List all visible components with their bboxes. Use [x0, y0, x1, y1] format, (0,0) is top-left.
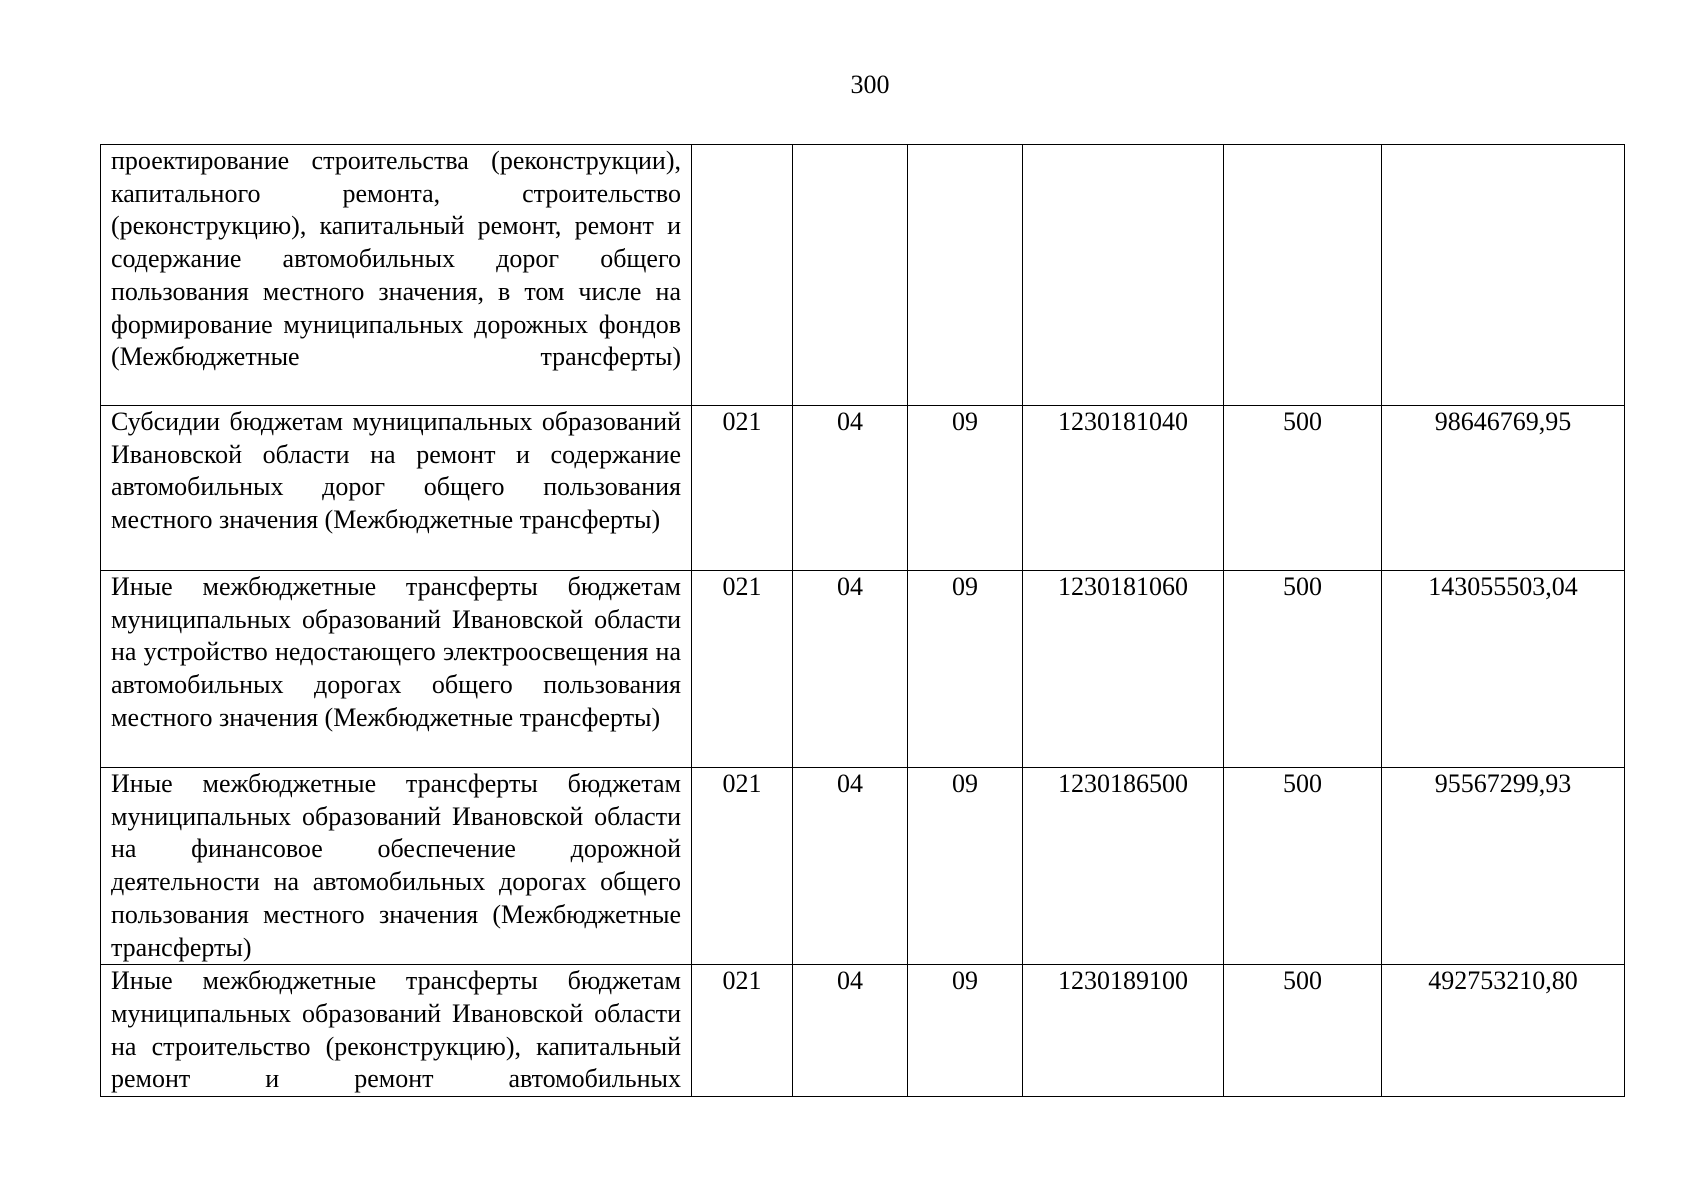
row-description: Иные межбюджетные трансферты бюджетам муниципальных образований Ивановской области на финансовое обеспечение дорожной деятельности на автомобильных дорогах общего пользования местного значения (Межбюджетные трансферты) [101, 768, 692, 965]
target-code: 1230181060 [1023, 571, 1224, 768]
subsection-code: 09 [908, 571, 1023, 768]
admin-code: 021 [692, 571, 793, 768]
section-code [793, 145, 908, 406]
row-description: Иные межбюджетные трансферты бюджетам муниципальных образований Ивановской области на устройство недостающего электроосвещения на автомобильных дорогах общего пользования местного значения (Межбюджетные трансферты) [101, 571, 692, 768]
amount [1382, 145, 1625, 406]
subsection-code: 09 [908, 965, 1023, 1097]
expense-type-code: 500 [1224, 965, 1382, 1097]
subsection-code: 09 [908, 768, 1023, 965]
target-code: 1230189100 [1023, 965, 1224, 1097]
expense-type-code [1224, 145, 1382, 406]
table-row [101, 145, 1625, 406]
row-description: Иные межбюджетные трансферты бюджетам муниципальных образований Ивановской области на строительство (реконструкцию), капитальный ремонт и ремонт автомобильных [101, 965, 692, 1097]
section-code: 04 [793, 406, 908, 571]
table-row [101, 768, 1625, 965]
amount: 95567299,93 [1382, 768, 1625, 965]
subsection-code: 09 [908, 406, 1023, 571]
admin-code: 021 [692, 768, 793, 965]
table-row [101, 406, 1625, 571]
table-row [101, 965, 1625, 1097]
section-code: 04 [793, 571, 908, 768]
row-description: Субсидии бюджетам муниципальных образований Ивановской области на ремонт и содержание автомобильных дорог общего пользования местного значения (Межбюджетные трансферты) [101, 406, 692, 571]
section-code: 04 [793, 965, 908, 1097]
expense-type-code: 500 [1224, 768, 1382, 965]
target-code: 1230181040 [1023, 406, 1224, 571]
target-code: 1230186500 [1023, 768, 1224, 965]
page-number: 300 [850, 70, 890, 99]
admin-code: 021 [692, 965, 793, 1097]
expense-type-code: 500 [1224, 406, 1382, 571]
amount: 492753210,80 [1382, 965, 1625, 1097]
admin-code [692, 145, 793, 406]
admin-code: 021 [692, 406, 793, 571]
target-code [1023, 145, 1224, 406]
amount: 98646769,95 [1382, 406, 1625, 571]
amount: 143055503,04 [1382, 571, 1625, 768]
expense-type-code: 500 [1224, 571, 1382, 768]
subsection-code [908, 145, 1023, 406]
section-code: 04 [793, 768, 908, 965]
row-description: проектирование строительства (реконструкции), капитального ремонта, строительство (реконструкцию), капитальный ремонт, ремонт и содержание автомобильных дорог общего пользования местного значения, в том числе на формирование муниципальных дорожных фондов (Межбюджетные трансферты) [101, 145, 692, 406]
budget-table [100, 144, 1625, 1097]
table-row [101, 571, 1625, 768]
